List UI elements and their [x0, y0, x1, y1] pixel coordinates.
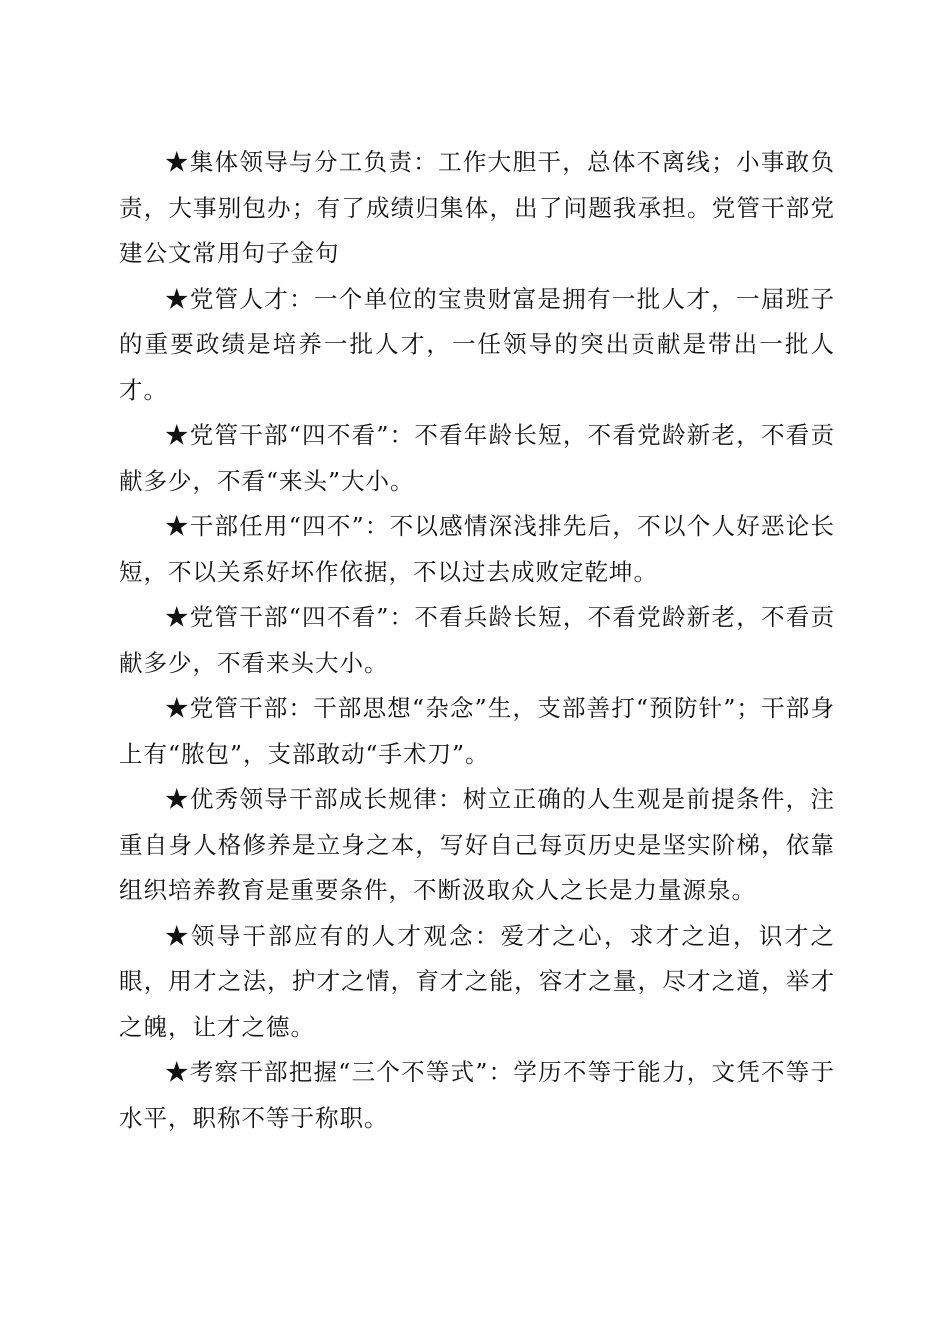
paragraph-party-talent: ★党管人才：一个单位的宝贵财富是拥有一批人才，一届班子的重要政绩是培养一批人才，一任领导的突出贡献是带出一批人才。	[119, 284, 835, 404]
document-body	[119, 140, 835, 1141]
paragraph-party-cadre-prevention: ★党管干部：干部思想“杂念”生，支部善打“预防针”；干部身上有“脓包”，支部敢动“手术刀”。	[119, 694, 835, 768]
paragraph-four-not-look: ★党管干部“四不看”：不看年龄长短，不看党龄新老，不看贡献多少，不看“来头”大小。	[119, 421, 835, 495]
paragraph-growth-rules: ★优秀领导干部成长规律：树立正确的人生观是前提条件，注重自身人格修养是立身之本，写好自己每页历史是坚实阶梯，依靠组织培养教育是重要条件，不断汲取众人之长是力量源泉。	[119, 785, 835, 904]
paragraph-three-inequalities: ★考察干部把握“三个不等式”：学历不等于能力，文凭不等于水平，职称不等于称职。	[119, 1058, 835, 1132]
paragraph-collective-leadership: ★集体领导与分工负责：工作大胆干，总体不离线；小事敢负责，大事别包办；有了成绩归集体，出了问题我承担。党管干部党建公文常用句子金句	[119, 148, 835, 267]
paragraph-four-not-appointment: ★干部任用“四不”：不以感情深浅排先后，不以个人好恶论长短，不以关系好坏作依据，不以过去成败定乾坤。	[119, 512, 835, 586]
paragraph-four-not-look-military: ★党管干部“四不看”：不看兵龄长短，不看党龄新老，不看贡献多少，不看来头大小。	[119, 603, 835, 677]
paragraph-talent-concepts: ★领导干部应有的人才观念：爱才之心，求才之迫，识才之眼，用才之法，护才之情，育才之能，容才之量，尽才之道，举才之魄，让才之德。	[119, 921, 835, 1041]
